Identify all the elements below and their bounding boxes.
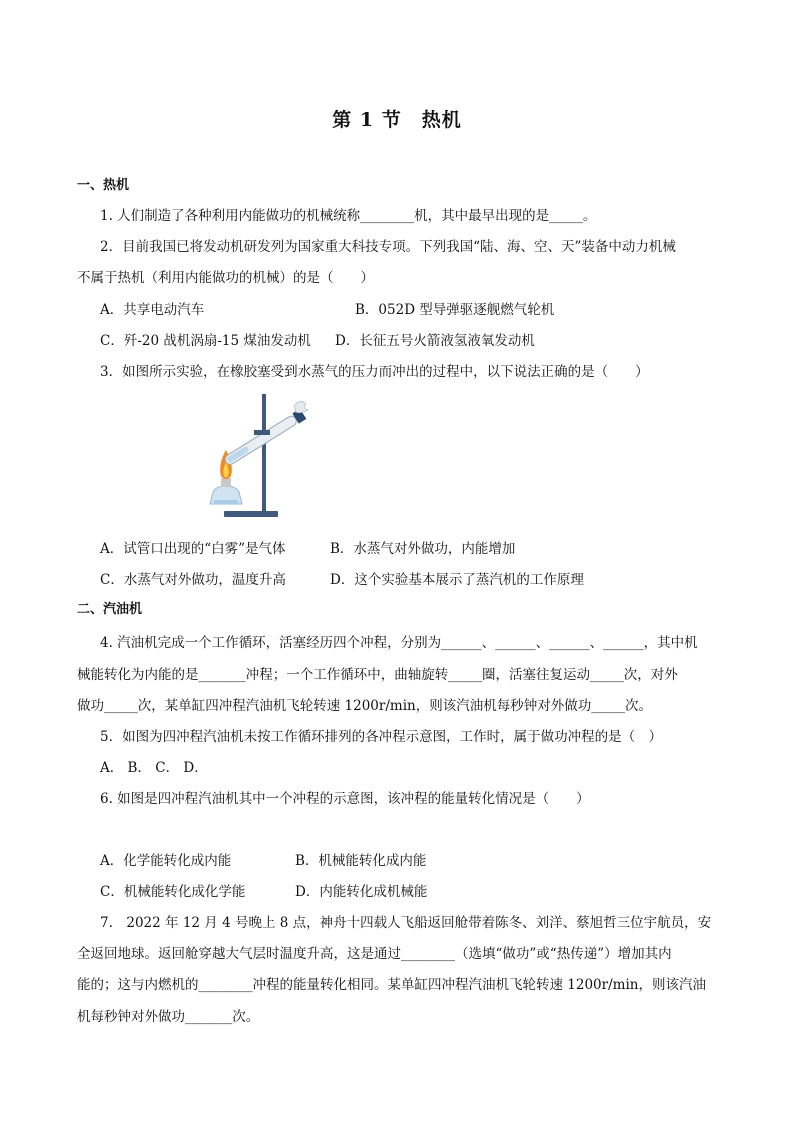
section-heading-heat-engine: 一、热机: [77, 178, 130, 193]
question-2-option-b: B．052D 型导弹驱逐舰燃气轮机: [355, 302, 555, 318]
question-1: 1. 人们制造了各种利用内能做功的机械统称________机，其中最早出现的是_____。: [100, 208, 597, 224]
question-3-option-a: A．试管口出现的“白雾”是气体: [100, 541, 286, 557]
question-4-line-3: 做功_____次，某单缸四冲程汽油机飞轮转速 1200r/min，则该汽油机每秒钟对外做功_____次。: [77, 698, 652, 714]
question-7-line-1: 7. 2022 年 12 月 4 号晚上 8 点，神舟十四载人飞船返回舱带着陈冬、刘洋、蔡旭哲三位宇航员，安: [100, 915, 712, 931]
question-2-option-c: C．歼-20 战机涡扇-15 煤油发动机: [100, 333, 311, 349]
question-3-option-c: C．水蒸气对外做功，温度升高: [100, 572, 286, 588]
question-3-option-b: B．水蒸气对外做功，内能增加: [330, 541, 516, 557]
question-6-option-d: D．内能转化成机械能: [295, 884, 428, 900]
question-4-line-1: 4. 汽油机完成一个工作循环，活塞经历四个冲程，分别为______、______、______、______，其中机: [100, 635, 698, 651]
question-3-option-d: D．这个实验基本展示了蒸汽机的工作原理: [330, 572, 584, 588]
question-2-line-2: 不属于热机（利用内能做功的机械）的是（ ）: [77, 270, 374, 286]
question-5-stem: 5．如图为四冲程汽油机未按工作循环排列的各冲程示意图，工作时，属于做功冲程的是（ ）: [100, 729, 663, 745]
question-6-option-b: B．机械能转化成内能: [295, 853, 427, 869]
page-title: 第 1 节 热机: [332, 109, 462, 131]
question-3-stem: 3．如图所示实验，在橡胶塞受到水蒸气的压力而冲出的过程中，以下说法正确的是（ ）: [100, 364, 649, 380]
section-heading-gasoline-engine: 二、汽油机: [77, 602, 143, 617]
question-2-line-1: 2．目前我国已将发动机研发列为国家重大科技专项。下列我国“陆、海、空、天”装备中动力机械: [100, 239, 676, 255]
question-4-line-2: 械能转化为内能的是_______冲程；一个工作循环中，曲轴旋转_____圈，活塞往复运动_____次，对外: [77, 667, 678, 683]
question-5-options: A． B． C． D．: [100, 760, 208, 776]
question-6-option-c: C．机械能转化成化学能: [100, 884, 246, 900]
question-2-option-d: D．长征五号火箭液氢液氧发动机: [335, 333, 535, 349]
question-7-line-3: 能的；这与内燃机的________冲程的能量转化相同。某单缸四冲程汽油机飞轮转速 1200r/min，则该汽油: [77, 977, 706, 993]
experiment-figure: [196, 392, 316, 526]
question-7-line-2: 全返回地球。返回舱穿越大气层时温度升高，这是通过________（选填“做功”或“热传递”）增加其内: [77, 946, 672, 962]
question-6-option-a: A．化学能转化成内能: [100, 853, 232, 869]
steam-test-tube-apparatus-illustration: [196, 392, 316, 526]
question-6-stem: 6. 如图是四冲程汽油机其中一个冲程的示意图，该冲程的能量转化情况是（ ）: [100, 791, 590, 807]
question-2-option-a: A．共享电动汽车: [100, 302, 205, 318]
question-7-line-4: 机每秒钟对外做功_______次。: [77, 1009, 260, 1025]
